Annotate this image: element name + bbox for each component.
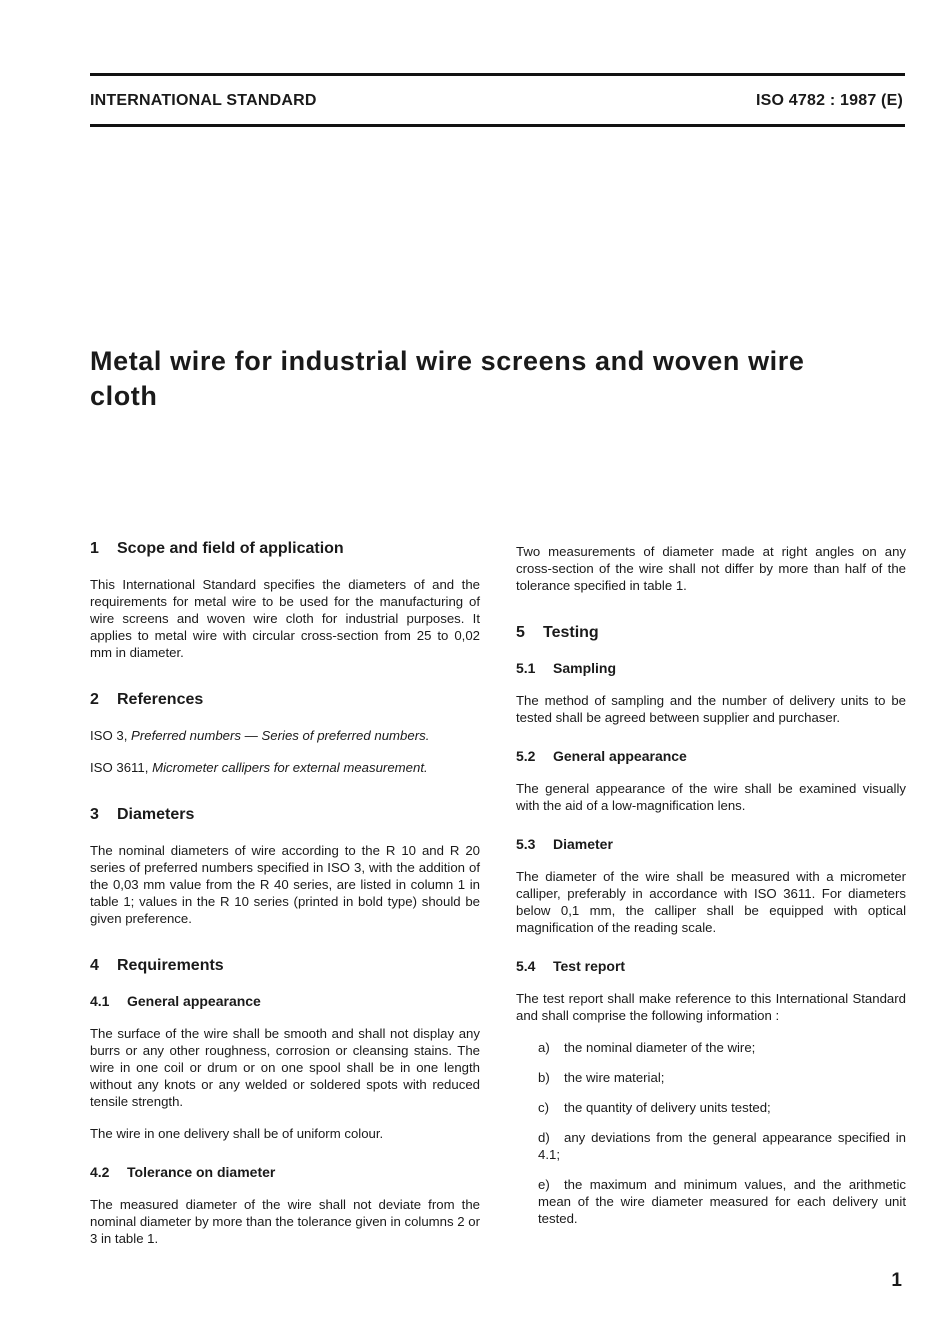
list-item-text: the wire material; [564,1070,665,1085]
subsection-number: 5.1 [516,660,536,676]
subsection-title: General appearance [553,748,687,764]
section-title: Diameters [117,806,195,823]
section-number: 4 [90,957,99,974]
section-title: References [117,691,204,708]
list-item-text: the maximum and minimum values, and the arithmetic mean of the wire diameter measured for each delivery unit tested. [538,1177,906,1226]
header-bottom-rule [90,124,905,127]
list-item-label: c) [538,1100,549,1115]
document-type-label: INTERNATIONAL STANDARD [90,92,317,109]
section-5-4-intro: The test report shall make reference to this International Standard and shall comprise the following information : [516,991,906,1023]
section-4-2-paragraph-1: The measured diameter of the wire shall not deviate from the nominal diameter by more than the tolerance given in columns 2 or 3 in table 1. [90,1197,480,1246]
section-title: Requirements [117,957,224,974]
list-item-label: e) [538,1177,550,1192]
reference-iso-3611 [90,759,480,776]
section-4-1-paragraph-1: The surface of the wire shall be smooth and shall not display any burrs or any other roughness, corrosion or cleansing stains. The wire in one coil or drum or on one spool shall be in one length without any knots or any welded or soldered spots with reduced tensile strength. [90,1026,480,1109]
section-1-text: This International Standard specifies the diameters of and the requirements for metal wire to be used for the manufacturing of wire screens and woven wire cloth for industrial purposes. It applies to metal wire with circular cross-section from 25 to 0,02 mm in diameter. [90,577,480,660]
list-item-text: any deviations from the general appearance specified in 4.1; [538,1130,906,1162]
list-item-text: the nominal diameter of the wire; [564,1040,756,1055]
section-5 [516,624,906,726]
list-item-label: a) [538,1040,550,1055]
subsection-number: 5.3 [516,836,536,852]
section-5-1-heading [516,660,906,676]
section-title: Scope and field of application [117,540,344,557]
section-3-heading [90,806,480,824]
subsection-title: Test report [553,958,626,974]
section-4 [90,957,480,1142]
right-column [516,543,906,1257]
section-2-heading [90,691,480,709]
list-item [538,1069,906,1086]
subsection-number: 4.1 [90,993,110,1009]
section-1-heading [90,540,480,558]
list-item-text: the quantity of delivery units tested; [564,1100,771,1115]
list-item-label: b) [538,1070,550,1085]
subsection-title: Diameter [553,836,613,852]
document-title: Metal wire for industrial wire screens and woven wire cloth [90,346,805,411]
section-5-2-heading [516,748,906,764]
section-5-2 [516,748,906,814]
section-5-4 [516,958,906,1227]
list-item [538,1129,906,1163]
section-4-2-paragraph-2: Two measurements of diameter made at right angles on any cross-section of the wire shall not differ by more than half of the tolerance specified in table 1. [516,544,906,593]
subsection-number: 5.2 [516,748,536,764]
section-5-2-text: The general appearance of the wire shall be examined visually with the aid of a low-magnification lens. [516,781,906,813]
reference-iso-3 [90,727,480,744]
subsection-title: General appearance [127,993,261,1009]
standard-number: ISO 4782 : 1987 (E) [756,92,903,109]
reference-title: Preferred numbers — Series of preferred numbers. [131,728,430,743]
section-4-2 [90,1164,480,1247]
subsection-number: 4.2 [90,1164,110,1180]
page-number: 1 [891,1270,902,1291]
section-5-3-heading [516,836,906,852]
subsection-title: Sampling [553,660,617,676]
section-5-3-text: The diameter of the wire shall be measured with a micrometer calliper, preferably in accordance with ISO 3611. For diameters below 0,1 mm, the calliper shall be equipped with optical magnification of the reading scale. [516,869,906,935]
header-top-rule [90,73,905,76]
section-number: 2 [90,691,99,708]
section-number: 1 [90,540,99,557]
list-item [538,1099,906,1116]
list-item-label: d) [538,1130,550,1145]
section-3-text: The nominal diameters of wire according to the R 10 and R 20 series of preferred numbers specified in ISO 3, with the addition of the 0,03 mm value from the R 40 series, are listed in column 1 in table 1; values in the R 10 series (printed in bold type) should be given preference. [90,843,480,926]
section-1 [90,540,480,661]
list-item [538,1039,906,1056]
left-column [90,540,480,1277]
reference-title: Micrometer callipers for external measurement. [152,760,428,775]
section-5-4-heading [516,958,906,974]
reference-code: ISO 3, [90,728,132,743]
section-4-heading [90,957,480,975]
section-2 [90,691,480,776]
section-4-1-heading [90,993,480,1009]
reference-code: ISO 3611, [90,760,153,775]
test-report-list [516,1039,906,1227]
section-5-3 [516,836,906,936]
list-item [538,1176,906,1227]
section-4-1-paragraph-2: The wire in one delivery shall be of uniform colour. [90,1126,384,1141]
section-number: 3 [90,806,99,823]
section-title: Testing [543,624,599,641]
section-5-1-text: The method of sampling and the number of delivery units to be tested shall be agreed between supplier and purchaser. [516,693,906,725]
section-4-2-continued [516,543,906,594]
section-5-heading [516,624,906,642]
section-number: 5 [516,624,525,641]
subsection-number: 5.4 [516,958,536,974]
section-3 [90,806,480,927]
section-4-2-heading [90,1164,480,1180]
subsection-title: Tolerance on diameter [127,1164,276,1180]
